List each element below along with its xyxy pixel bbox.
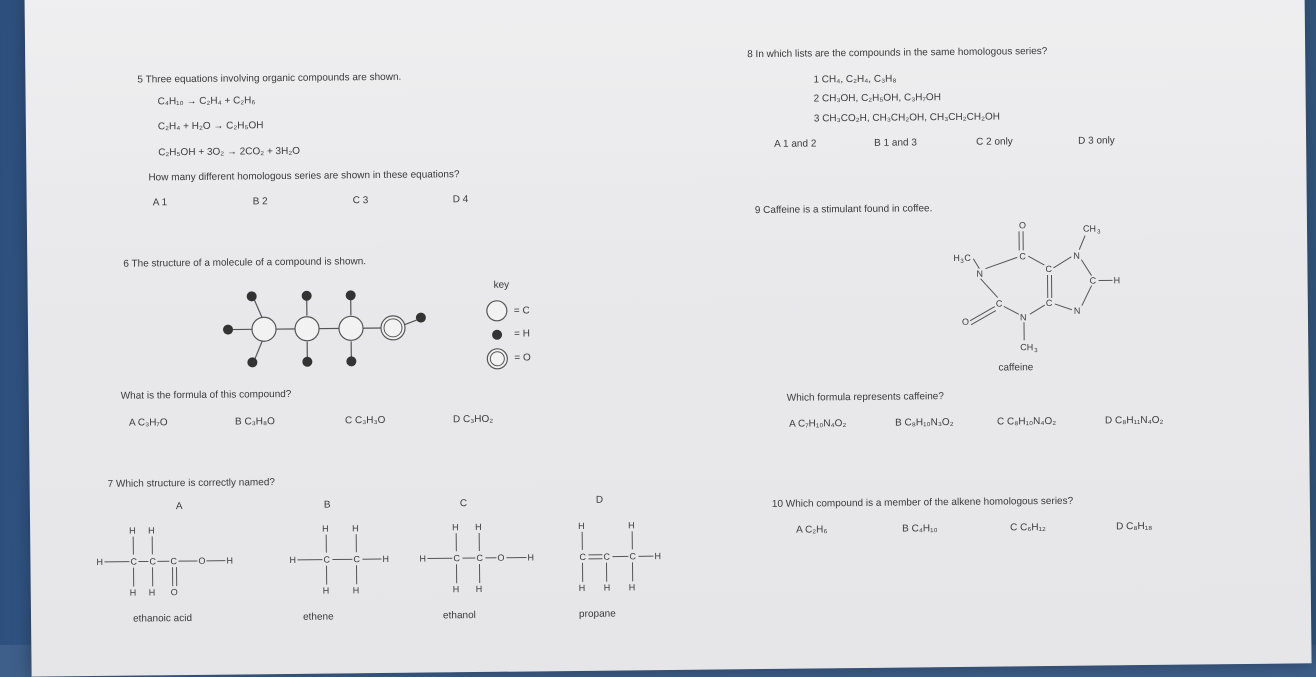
q5-option-b: B 2 [253,196,268,207]
hydrogen-atom [247,357,257,367]
q10-option-b: B C₄H₁₀ [902,523,938,534]
q5-option-d: D 4 [453,194,469,205]
q7-structures [92,518,693,609]
hydrogen-atom [346,356,356,366]
hydrogen-atom [302,291,312,301]
q10-option-a: A C₂H₆ [796,524,827,535]
svg-text:C: C [579,552,586,562]
carbon-atom-2 [295,317,319,341]
q5-equation-1: C₄H₁₀ → C₂H₄ + C₂H₆ [158,95,256,107]
svg-text:H: H [1114,275,1121,285]
svg-text:O: O [1019,220,1026,230]
svg-text:C: C [629,551,636,561]
q6-stem: 6 The structure of a molecule of a compound is shown. [123,256,366,270]
svg-text:H: H [149,587,156,597]
svg-text:H: H [129,526,136,536]
svg-text:C: C [130,557,137,567]
svg-text:C: C [1045,264,1052,274]
hydrogen-atom [302,357,312,367]
q8-stem: 8 In which lists are the compounds in the same homologous series? [747,46,1047,60]
svg-text:H: H [476,584,483,594]
hydrogen-atom [416,313,426,323]
svg-text:O: O [962,317,969,327]
svg-text:3: 3 [1034,348,1038,354]
svg-text:CH: CH [1083,224,1096,234]
q5-stem: 5 Three equations involving organic compounds are shown. [137,72,401,86]
svg-text:C: C [996,298,1003,308]
svg-text:CH: CH [1020,342,1033,352]
q5-option-a: A 1 [153,197,168,208]
svg-text:N: N [1074,306,1081,316]
svg-text:H: H [148,525,155,535]
svg-text:H: H [96,557,103,567]
q8-option-a: A 1 and 2 [774,138,816,149]
q7-name-d: propane [579,609,616,620]
hydrogen-atom [247,291,257,301]
svg-text:H: H [654,551,661,561]
svg-text:3: 3 [1097,229,1101,235]
svg-text:H: H [289,555,296,565]
q10-option-d: D C₈H₁₈ [1116,521,1152,532]
q6-key-hydrogen: = H [514,328,530,339]
q7-letter-a: A [176,501,183,512]
svg-text:C: C [323,555,330,565]
svg-text:H: H [452,522,459,532]
q9-option-b: B C₈H₁₀N₃O₂ [895,417,954,429]
q7-letter-d: D [596,495,603,506]
caffeine-structure-diagram [913,219,1124,361]
q7-letter-b: B [324,500,331,511]
svg-text:H: H [579,583,586,593]
svg-text:O: O [497,553,504,563]
hydrogen-atom [346,290,356,300]
svg-text:C: C [353,554,360,564]
key-hydrogen-symbol [492,330,502,340]
exam-page [24,0,1311,677]
svg-text:H: H [352,523,359,533]
q6-option-b: B C₃H₈O [235,416,275,427]
svg-text:H: H [475,522,482,532]
q9-option-c: C C₈H₁₀N₄O₂ [997,416,1056,428]
svg-text:H: H [322,524,329,534]
svg-text:C: C [1019,251,1026,261]
q8-list-2: 2 CH₃OH, C₂H₅OH, C₃H₇OH [814,92,941,104]
q6-option-a: A C₃H₇O [129,417,168,428]
svg-text:H: H [323,586,330,596]
svg-text:C: C [149,556,156,566]
q7-stem: 7 Which structure is correctly named? [108,477,275,490]
svg-text:C: C [170,556,177,566]
q8-list-3: 3 CH₃CO₂H, CH₃CH₂OH, CH₃CH₂CH₂OH [814,112,1000,125]
q6-question: What is the formula of this compound? [121,389,292,402]
q7-name-c: ethanol [443,610,476,621]
q9-option-d: D C₈H₁₁N₄O₂ [1105,415,1163,427]
q7-name-a: ethanoic acid [133,613,192,625]
svg-text:H: H [226,556,233,566]
svg-text:N: N [1073,251,1080,261]
svg-text:H: H [628,520,635,530]
q6-key-carbon: = C [514,305,530,316]
q5-equation-3: C₂H₅OH + 3O₂ → 2CO₂ + 3H₂O [158,146,300,158]
svg-text:H: H [953,253,960,263]
q7-letter-c: C [460,498,467,509]
q6-option-d: D C₃HO₂ [453,414,493,425]
q10-stem: 10 Which compound is a member of the alkene homologous series? [772,496,1073,510]
q9-question: Which formula represents caffeine? [787,391,944,404]
svg-text:O: O [198,556,205,566]
q8-list-1: 1 CH₄, C₂H₄, C₃H₈ [813,74,896,86]
q5-question: How many different homologous series are shown in these equations? [148,169,459,183]
svg-text:N: N [976,269,983,279]
svg-text:H: H [382,554,389,564]
svg-text:H: H [629,582,636,592]
svg-text:H: H [130,588,137,598]
carbon-atom-1 [252,317,276,341]
svg-text:C: C [1046,298,1053,308]
oxygen-atom [381,316,405,340]
q6-molecule-diagram [218,282,449,374]
q8-option-b: B 1 and 3 [874,137,917,148]
q8-option-d: D 3 only [1078,135,1115,146]
svg-text:H: H [578,521,585,531]
q9-option-a: A C₇H₁₀N₄O₂ [789,418,846,430]
q7-name-b: ethene [303,612,334,623]
svg-text:3: 3 [960,259,964,265]
key-carbon-symbol [487,301,507,321]
svg-text:C: C [964,253,971,263]
svg-text:C: C [476,553,483,563]
svg-text:C: C [1090,276,1097,286]
svg-text:N: N [1020,312,1027,322]
q6-key-symbols [483,300,514,380]
caffeine-caption: caffeine [998,362,1033,373]
q5-equation-2: C₂H₄ + H₂O → C₂H₅OH [158,120,264,132]
q8-option-c: C 2 only [976,136,1013,147]
svg-text:H: H [604,583,611,593]
svg-text:H: H [453,584,460,594]
q6-key-oxygen: = O [514,352,531,363]
hydrogen-atom [223,325,233,335]
svg-text:C: C [453,553,460,563]
svg-text:H: H [527,552,534,562]
q6-option-c: C C₃H₃O [345,415,385,426]
q6-key-title: key [494,280,510,291]
q5-option-c: C 3 [353,195,369,206]
svg-text:H: H [353,585,360,595]
svg-text:H: H [419,554,426,564]
q9-stem: 9 Caffeine is a stimulant found in coffee. [755,203,933,216]
carbon-atom-3 [339,316,363,340]
svg-text:C: C [603,552,610,562]
q10-option-c: C C₆H₁₂ [1010,522,1046,533]
svg-text:O: O [171,587,178,597]
